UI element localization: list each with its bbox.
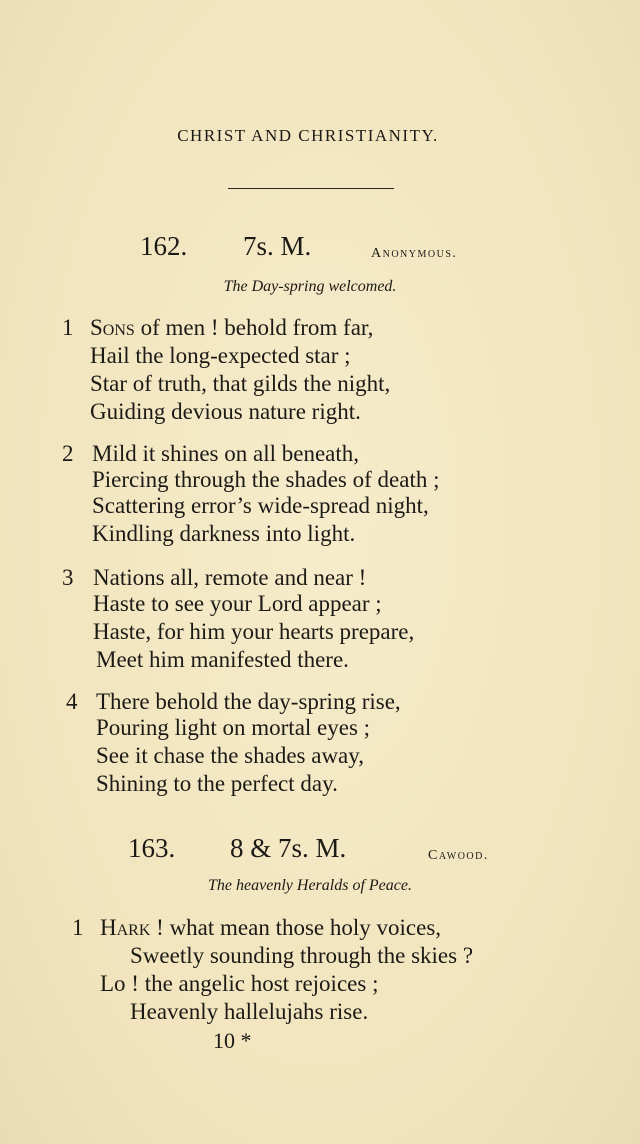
verse-initial-word: Sons bbox=[90, 315, 135, 340]
verse-line: Pouring light on mortal eyes ; bbox=[96, 715, 371, 740]
stanza-number: 2 bbox=[62, 441, 74, 466]
verse-line: Meet him manifested there. bbox=[96, 647, 349, 672]
hymn-author: Anonymous. bbox=[371, 246, 458, 261]
verse-line: Piercing through the shades of death ; bbox=[92, 467, 440, 492]
verse-line-rest: ! what mean those holy voices, bbox=[150, 915, 442, 940]
hymn-meter: 8 & 7s. M. bbox=[230, 833, 347, 863]
stanza-number: 1 bbox=[62, 315, 74, 340]
hymn-heading bbox=[0, 830, 640, 864]
hymn-number: 163. bbox=[128, 833, 176, 863]
verse-line: Haste to see your Lord appear ; bbox=[93, 591, 382, 616]
verse-line-rest: of men ! behold from far, bbox=[134, 315, 374, 340]
stanza-number: 1 bbox=[72, 915, 84, 940]
verse-line bbox=[100, 914, 441, 942]
header-rule bbox=[228, 188, 394, 189]
verse-line: Star of truth, that gilds the night, bbox=[90, 371, 391, 396]
stanza-number: 3 bbox=[62, 565, 74, 590]
verse-line bbox=[90, 314, 373, 342]
verse-line: Lo ! the angelic host rejoices ; bbox=[100, 971, 379, 996]
verse-line: There behold the day-spring rise, bbox=[96, 689, 401, 714]
signature-mark: 10 * bbox=[213, 1028, 252, 1053]
running-head: CHRIST AND CHRISTIANITY. bbox=[177, 126, 439, 145]
verse-line: Kindling darkness into light. bbox=[92, 521, 356, 546]
verse-initial-word: Hark bbox=[100, 915, 151, 940]
hymn-author: Cawood. bbox=[428, 848, 489, 863]
verse-line: Scattering error’s wide-spread night, bbox=[92, 493, 429, 518]
stanza-number: 4 bbox=[66, 689, 78, 714]
verse-line: Heavenly hallelujahs rise. bbox=[130, 999, 369, 1024]
verse-line: Nations all, remote and near ! bbox=[93, 565, 367, 590]
hymn-subtitle: The heavenly Heralds of Peace. bbox=[208, 877, 412, 894]
verse-line: Mild it shines on all beneath, bbox=[92, 441, 360, 466]
verse-line: Shining to the perfect day. bbox=[96, 771, 338, 796]
verse-line: Guiding devious nature right. bbox=[90, 399, 361, 424]
verse-line: Haste, for him your hearts prepare, bbox=[93, 619, 415, 644]
verse-line: Sweetly sounding through the skies ? bbox=[130, 943, 474, 968]
hymn-heading bbox=[0, 228, 640, 262]
verse-line: See it chase the shades away, bbox=[96, 743, 365, 768]
hymn-number: 162. bbox=[140, 231, 188, 261]
hymn-meter: 7s. M. bbox=[243, 231, 312, 261]
verse-line: Hail the long-expected star ; bbox=[90, 343, 351, 368]
hymn-subtitle: The Day-spring welcomed. bbox=[223, 278, 397, 295]
